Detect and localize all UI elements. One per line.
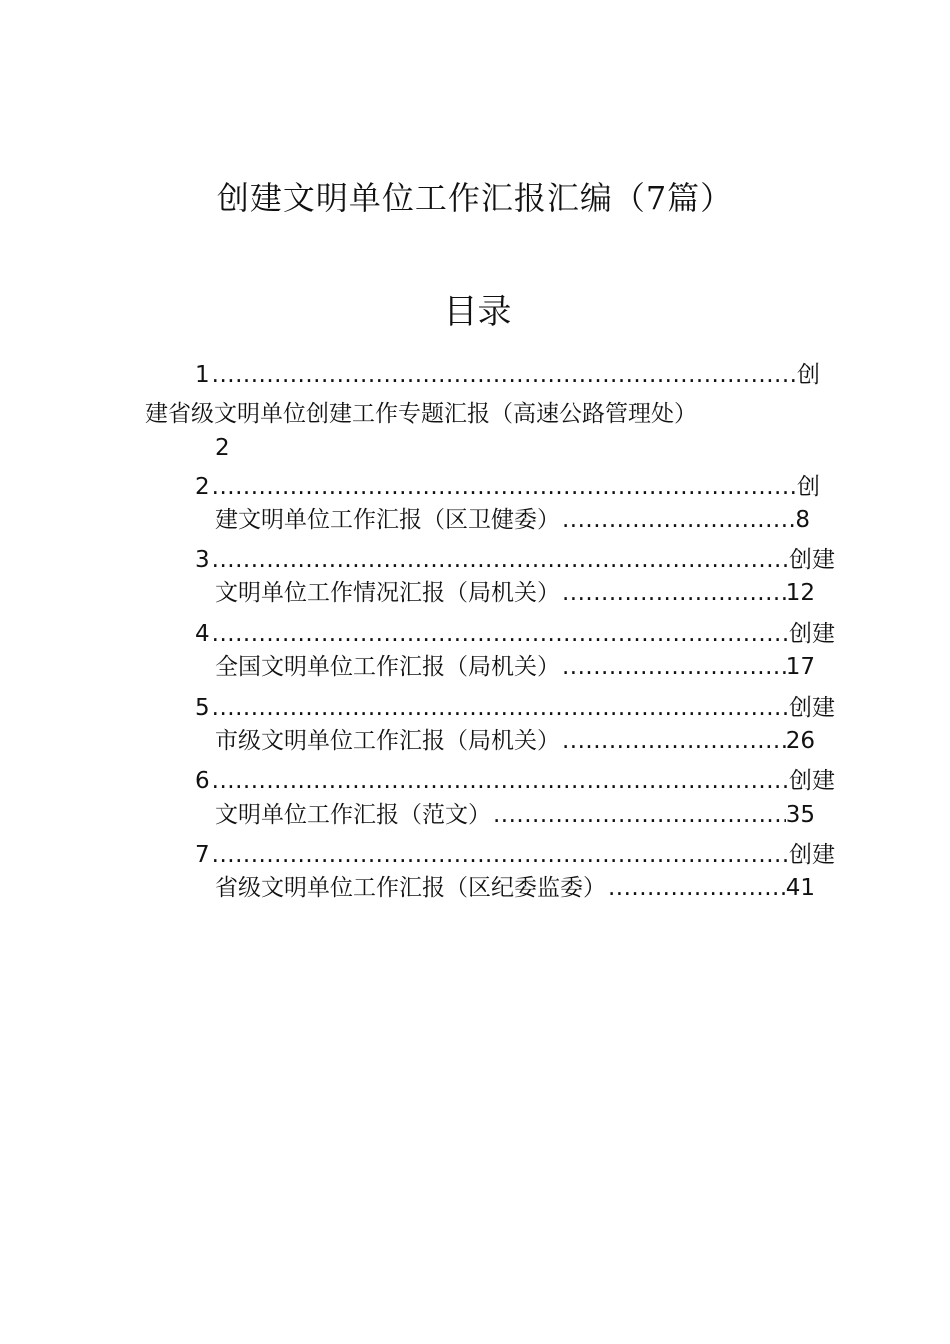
toc-dot-leader (560, 502, 795, 538)
toc-entry-number: 5 (195, 695, 210, 721)
toc-entry-5-line-2[interactable] (215, 723, 815, 759)
toc-entry-7-line-2[interactable] (215, 870, 815, 906)
toc-entry-number: 7 (195, 842, 210, 868)
toc-entry-4-line-1[interactable] (195, 616, 835, 652)
toc-dot-leader (210, 542, 789, 578)
toc-dot-leader (560, 723, 786, 759)
toc-entry-title-start: 创建 (789, 842, 835, 868)
toc-entry-title-start: 创建 (789, 547, 835, 573)
toc-entry-title-rest: 建省级文明单位创建工作专题汇报（高速公路管理处） (145, 401, 697, 427)
document-title: 创建文明单位工作汇报汇编（7篇） (216, 179, 734, 217)
toc-entry-page: 26 (785, 728, 815, 754)
toc-entry-page: 17 (785, 654, 815, 680)
toc-entry-3-line-1[interactable] (195, 542, 835, 578)
toc-dot-leader (210, 616, 789, 652)
toc-dot-leader (210, 837, 789, 873)
toc-entry-2-line-2[interactable] (215, 502, 810, 538)
toc-entry-title-rest: 文明单位工作汇报（范文） (215, 802, 491, 828)
toc-entry-6-line-1[interactable] (195, 763, 835, 799)
toc-entry-title-rest: 建文明单位工作汇报（区卫健委） (215, 507, 560, 533)
toc-dot-leader (210, 357, 797, 393)
toc-entry-1-line-3[interactable] (215, 430, 415, 466)
toc-entry-7-line-1[interactable] (195, 837, 835, 873)
toc-entry-title-rest: 全国文明单位工作汇报（局机关） (215, 654, 560, 680)
toc-entry-number: 4 (195, 621, 210, 647)
toc-dot-leader (606, 870, 786, 906)
toc-entry-title-rest: 文明单位工作情况汇报（局机关） (215, 580, 560, 606)
toc-entry-3-line-2[interactable] (215, 575, 815, 611)
toc-entry-title-start: 创建 (789, 768, 835, 794)
toc-entry-page: 2 (215, 435, 230, 461)
toc-dot-leader (491, 797, 786, 833)
toc-entry-page: 12 (785, 580, 815, 606)
toc-entry-page: 35 (785, 802, 815, 828)
toc-entry-title-rest: 省级文明单位工作汇报（区纪委监委） (215, 875, 606, 901)
toc-entry-title-start: 创建 (789, 695, 835, 721)
toc-entry-title-start: 创建 (789, 621, 835, 647)
toc-entry-number: 2 (195, 474, 210, 500)
toc-entry-title-start: 创 (797, 362, 820, 388)
toc-entry-title-start: 创 (797, 474, 820, 500)
toc-entry-4-line-2[interactable] (215, 649, 815, 685)
toc-entry-page: 8 (795, 507, 810, 533)
toc-dot-leader (210, 763, 789, 799)
toc-dot-leader (560, 649, 786, 685)
toc-dot-leader (210, 469, 797, 505)
toc-entry-number: 3 (195, 547, 210, 573)
toc-entry-1-line-2[interactable] (145, 396, 845, 432)
toc-entry-number: 6 (195, 768, 210, 794)
toc-dot-leader (560, 575, 786, 611)
toc-entry-1-line-1[interactable] (195, 357, 820, 393)
toc-entry-2-line-1[interactable] (195, 469, 820, 505)
toc-entry-title-rest: 市级文明单位工作汇报（局机关） (215, 728, 560, 754)
toc-dot-leader (210, 690, 789, 726)
toc-entry-page: 41 (785, 875, 815, 901)
toc-heading: 目录 (443, 292, 512, 332)
toc-entry-5-line-1[interactable] (195, 690, 835, 726)
toc-entry-number: 1 (195, 362, 210, 388)
toc-entry-6-line-2[interactable] (215, 797, 815, 833)
